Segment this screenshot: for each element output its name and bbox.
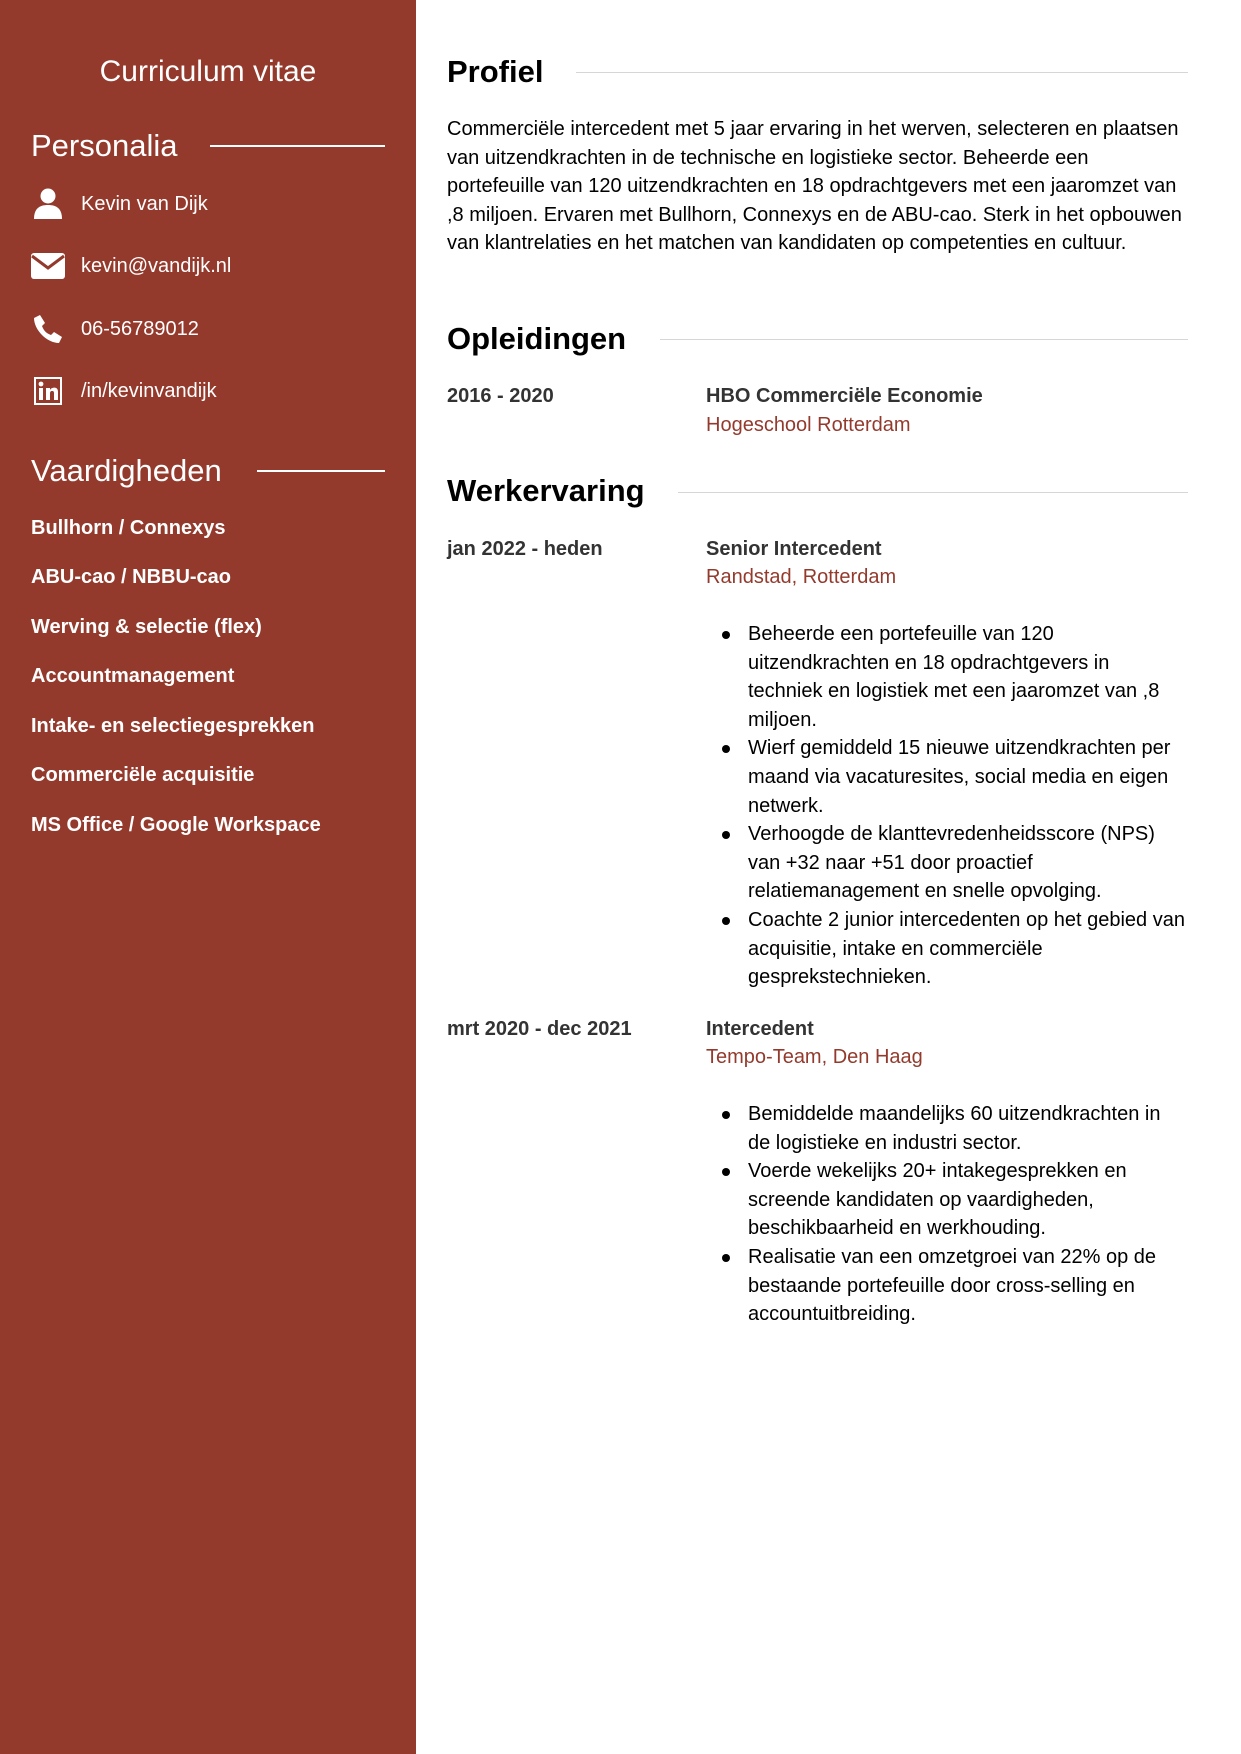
education-date: 2016 - 2020 bbox=[447, 385, 554, 407]
profile-heading: Profiel bbox=[447, 54, 544, 89]
education-heading: Opleidingen bbox=[447, 321, 627, 356]
profile-text: Commerciële intercedent met 5 jaar ervaring in het werven, selecteren en plaatsen van uitzendkrachten in de technische en logistieke sector. Beheerde een portefeuille van 120 uitzendkrachten en 18 opdrachtgevers met een jaaromzet van ,8 miljoen. Ervaren met Bullhorn, Connexys en de ABU-cao. Sterk in het opbouwen van klantrelaties en het matchen van kandidaten op competenties en cultuur. bbox=[447, 118, 1182, 255]
experience-heading: Werkervaring bbox=[447, 473, 645, 508]
contact-linkedin-text[interactable]: /in/kevinvandijk bbox=[81, 380, 217, 402]
personalia-rule bbox=[210, 145, 385, 147]
skills-heading: Vaardigheden bbox=[31, 453, 222, 488]
contact-email[interactable] bbox=[31, 249, 231, 283]
skill-item: Werving & selectie (flex) bbox=[31, 616, 262, 638]
education-title: HBO Commerciële Economie bbox=[706, 385, 983, 407]
contact-name-text: Kevin van Dijk bbox=[81, 193, 208, 215]
skill-item: Intake- en selectiegesprekken bbox=[31, 715, 315, 737]
education-rule bbox=[660, 339, 1188, 340]
job-bullet: Realisatie van een omzetgroei van 22% op de bestaande portefeuille door cross-selling en accountuitbreiding. bbox=[748, 1243, 1186, 1329]
job-employer: Randstad, Rotterdam bbox=[706, 566, 897, 588]
job-title: Intercedent bbox=[706, 1018, 814, 1040]
job-bullet: Beheerde een portefeuille van 120 uitzendkrachten en 18 opdrachtgevers in techniek en logistiek met een jaaromzet van ,8 miljoen. bbox=[748, 620, 1186, 734]
skills-rule bbox=[257, 470, 385, 472]
skill-item: ABU-cao / NBBU-cao bbox=[31, 566, 232, 588]
sidebar bbox=[0, 0, 416, 1754]
personalia-heading: Personalia bbox=[31, 128, 178, 163]
envelope-icon bbox=[31, 249, 65, 283]
contact-phone-text[interactable]: 06-56789012 bbox=[81, 318, 199, 340]
job-bullets bbox=[706, 1100, 1186, 1329]
user-icon bbox=[31, 187, 65, 221]
profile-rule bbox=[576, 72, 1188, 73]
job-bullets bbox=[706, 620, 1186, 992]
job-bullet: Voerde wekelijks 20+ intakegesprekken en screende kandidaten op vaardigheden, beschikbaarheid en werkhouding. bbox=[748, 1157, 1186, 1243]
job-date: mrt 2020 - dec 2021 bbox=[447, 1018, 632, 1040]
linkedin-icon bbox=[31, 374, 65, 408]
job-bullet: Bemiddelde maandelijks 60 uitzendkrachten in de logistieke en industri sector. bbox=[748, 1100, 1186, 1157]
job-bullet: Coachte 2 junior intercedenten op het gebied van acquisitie, intake en commerciële gesprekstechnieken. bbox=[748, 906, 1186, 992]
job-title: Senior Intercedent bbox=[706, 538, 882, 560]
skill-item: Accountmanagement bbox=[31, 665, 235, 687]
contact-linkedin[interactable] bbox=[31, 374, 217, 408]
education-school: Hogeschool Rotterdam bbox=[706, 414, 911, 436]
phone-icon bbox=[31, 312, 65, 346]
experience-rule bbox=[678, 492, 1188, 493]
job-employer: Tempo-Team, Den Haag bbox=[706, 1046, 923, 1068]
job-bullet: Verhoogde de klanttevredenheidsscore (NPS) van +32 naar +51 door proactief relatiemanagement en snelle opvolging. bbox=[748, 820, 1186, 906]
cv-title: Curriculum vitae bbox=[99, 55, 317, 88]
skill-item: Commerciële acquisitie bbox=[31, 764, 255, 786]
contact-name bbox=[31, 187, 208, 221]
contact-phone[interactable] bbox=[31, 312, 199, 346]
job-date: jan 2022 - heden bbox=[447, 538, 603, 560]
contact-email-text[interactable]: kevin@vandijk.nl bbox=[81, 255, 232, 277]
job-bullet: Wierf gemiddeld 15 nieuwe uitzendkrachten per maand via vacaturesites, social media en eigen netwerk. bbox=[748, 734, 1186, 820]
skill-item: MS Office / Google Workspace bbox=[31, 814, 321, 836]
skill-item: Bullhorn / Connexys bbox=[31, 517, 226, 539]
